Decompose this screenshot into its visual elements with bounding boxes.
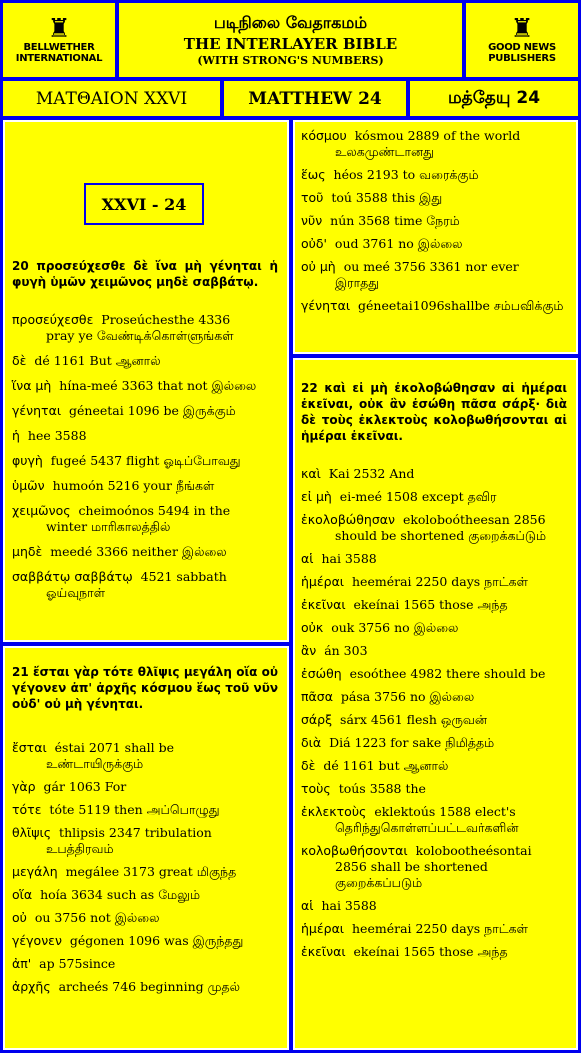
- interlinear-entry: [12, 503, 278, 535]
- entry-line1: [12, 453, 278, 469]
- entry-line1: [301, 758, 567, 774]
- entry-line1: [301, 597, 567, 613]
- interlinear-entry: [301, 597, 567, 613]
- entry-line1: [12, 569, 278, 585]
- entry-line1: [301, 236, 567, 252]
- title-block: [119, 3, 462, 77]
- gloss: kolobootheésontai: [415, 843, 532, 858]
- entry-line1: [301, 574, 567, 590]
- interlinear-entry: [12, 544, 278, 560]
- greek-word: πᾶσα: [301, 689, 333, 704]
- chapter-badge: XXVI - 24: [84, 183, 204, 225]
- gloss: archeés 746 beginning முதல்: [58, 979, 241, 994]
- greek-word: οὐκ: [301, 620, 324, 635]
- entry-line2: pray ye வேண்டிக்கொள்ளுங்கள்: [46, 328, 234, 343]
- gloss: géneetai1096shallbe சம்பவிக்கும்: [358, 298, 564, 313]
- entry-line1: [12, 503, 278, 519]
- interlinear-entry: [12, 428, 278, 444]
- bellwether-logo: [3, 3, 115, 77]
- entry-line2: தெரிந்துகொள்ளப்பட்டவர்களின்: [335, 820, 519, 835]
- gloss: Proseúchesthe 4336: [101, 312, 231, 327]
- entry-line1: [12, 825, 278, 841]
- greek-word: αἱ: [301, 898, 314, 913]
- entry-line1: [301, 213, 567, 229]
- entry-line1: [12, 910, 278, 926]
- verse21-cont-column: [301, 128, 567, 321]
- interlinear-entry: [12, 910, 278, 926]
- tamil-book-label: மத்தேயு 24: [410, 81, 578, 116]
- gloss: kósmou 2889 of the world: [354, 128, 521, 143]
- interlinear-entry: [301, 843, 567, 891]
- interlinear-entry: [12, 933, 278, 949]
- english-book-label: MATTHEW 24: [224, 81, 406, 116]
- greek-word: ἡμέραι: [301, 574, 345, 589]
- greek-word: τοὺς: [301, 781, 331, 796]
- greek-word: νῦν: [301, 213, 323, 228]
- gloss: ekeínai 1565 those அந்த: [353, 597, 508, 612]
- gloss: toús 3588 the: [338, 781, 426, 796]
- gloss: ouk 3756 no இல்லை: [331, 620, 459, 635]
- interlinear-entry: [301, 804, 567, 836]
- greek-word: ἀπ': [12, 956, 32, 971]
- interlinear-entry: [301, 190, 567, 206]
- interlinear-entry: [301, 620, 567, 636]
- gloss: thlipsis 2347 tribulation: [59, 825, 212, 840]
- title-english: THE INTERLAYER BIBLE: [183, 35, 398, 53]
- gloss: cheimoónos 5494 in the: [78, 503, 231, 518]
- greek-word: ἐκεῖναι: [301, 944, 346, 959]
- verse22-column: [301, 380, 567, 967]
- greek-word: δὲ: [12, 353, 27, 368]
- entry-line1: [301, 466, 567, 482]
- interlinear-entry: [301, 758, 567, 774]
- gloss: megálee 3173 great மிகுந்த: [65, 864, 237, 879]
- gloss: gár 1063 For: [43, 779, 127, 794]
- gloss: hoía 3634 such as மேலும்: [40, 887, 201, 902]
- interlinear-entry: [301, 898, 567, 914]
- greek-word: φυγὴ: [12, 453, 43, 468]
- interlinear-entry: [301, 781, 567, 797]
- interlinear-entry: [301, 735, 567, 751]
- entry-line1: [301, 921, 567, 937]
- logo-left-line2: INTERNATIONAL: [15, 53, 103, 64]
- entry-line1: [301, 666, 567, 682]
- entry-line1: [12, 887, 278, 903]
- greek-word: ἐσώθη: [301, 666, 342, 681]
- greek-word: μεγάλη: [12, 864, 58, 879]
- entry-line1: [301, 512, 567, 528]
- entry-line1: [301, 898, 567, 914]
- entry-line2: should be shortened குறைக்கப்டும்: [335, 528, 547, 543]
- lamp-icon: ♜: [510, 14, 534, 44]
- greek-word: ἐκολοβώθησαν: [301, 512, 395, 527]
- gloss: éstai 2071 shall be: [54, 740, 174, 755]
- greek-word: ἀρχῆς: [12, 979, 51, 994]
- entry-line1: [12, 353, 278, 369]
- greek-word: ἂν: [301, 643, 317, 658]
- greek-word: εἰ μὴ: [301, 489, 332, 504]
- verse22-text: 22 καὶ εἰ μὴ ἐκολοβώθησαν αἱ ἡμέραι ἐκεῖναι, οὐκ ἂν ἐσώθη πᾶσα σάρξ· διὰ δὲ τοὺς ἐκλεκτοὺς κολοβωθήσονται αἱ ἡμέραι ἐκεῖναι.: [301, 381, 567, 443]
- greek-word: γὰρ: [12, 779, 36, 794]
- interlinear-entry: [12, 378, 278, 394]
- greek-word: προσεύχεσθε: [12, 312, 94, 327]
- interlinear-entry: [12, 478, 278, 494]
- entry-line2: winter மாரிகாலத்தில்: [46, 519, 171, 534]
- gloss: humoón 5216 your நீங்கள்: [52, 478, 215, 493]
- entry-line2: 2856 shall be shortened குறைக்கப்படும்: [335, 859, 488, 890]
- interlinear-entry: [301, 574, 567, 590]
- greek-word: τοῦ: [301, 190, 324, 205]
- greek-word: ἕως: [301, 167, 326, 182]
- interlinear-entry: [12, 569, 278, 601]
- gloss: héos 2193 to வரைக்கும்: [333, 167, 479, 182]
- logo-right-line2: PUBLISHERS: [488, 53, 556, 64]
- greek-word: ἔσται: [12, 740, 47, 755]
- subtitle: (WITH STRONG'S NUMBERS): [197, 54, 384, 67]
- entry-line1: [301, 781, 567, 797]
- interlinear-entry: [12, 403, 278, 419]
- greek-word: ἵνα μὴ: [12, 378, 52, 393]
- entry-line1: [301, 643, 567, 659]
- entry-line1: [12, 428, 278, 444]
- gloss: esoóthee 4982 there should be: [349, 666, 546, 681]
- verse20-entries: [12, 312, 278, 601]
- greek-word: διὰ: [301, 735, 322, 750]
- entry-line2: உலகமுண்டானது: [335, 144, 434, 159]
- gloss: toú 3588 this இது: [331, 190, 443, 205]
- verse22-entries: [301, 466, 567, 960]
- greek-word: κόσμου: [301, 128, 347, 143]
- gloss: 4521 sabbath: [140, 569, 227, 584]
- greek-word: γέγονεν: [12, 933, 62, 948]
- interlinear-entry: [12, 779, 278, 795]
- greek-word: κολοβωθήσονται: [301, 843, 408, 858]
- entry-line1: [301, 551, 567, 567]
- interlinear-entry: [301, 712, 567, 728]
- interlinear-entry: [301, 466, 567, 482]
- greek-word: ἐκλεκτοὺς: [301, 804, 367, 819]
- entry-line1: [12, 740, 278, 756]
- gloss: pása 3756 no இல்லை: [340, 689, 475, 704]
- greek-word: σαββάτῳ σαββάτῳ: [12, 569, 133, 584]
- interlinear-entry: [301, 489, 567, 505]
- greek-word: αἱ: [301, 551, 314, 566]
- entry-line1: [301, 735, 567, 751]
- entry-line1: [12, 544, 278, 560]
- entry-line2: உபத்திரவம்: [46, 841, 114, 856]
- interlinear-entry: [12, 353, 278, 369]
- interlinear-entry: [12, 802, 278, 818]
- gloss: ekoloboótheesan 2856: [402, 512, 546, 527]
- entry-line1: [12, 779, 278, 795]
- interlinear-entry: [301, 213, 567, 229]
- entry-line2: உண்டாயிருக்கும்: [46, 756, 144, 771]
- gloss: hee 3588: [27, 428, 87, 443]
- greek-word: οὐδ': [301, 236, 327, 251]
- greek-book-label: ΜΑΤΘΑΙΟΝ XXVI: [3, 81, 220, 116]
- greek-word: σάρξ: [301, 712, 333, 727]
- entry-line1: [12, 864, 278, 880]
- entry-line1: [301, 190, 567, 206]
- entry-line1: [12, 478, 278, 494]
- gloss: eklektoús 1588 elect's: [374, 804, 516, 819]
- interlinear-entry: [12, 740, 278, 772]
- greek-word: οὐ μὴ: [301, 259, 336, 274]
- verse21-text: 21 ἔσται γὰρ τότε θλῖψις μεγάλη οἵα οὐ γέγονεν ἀπ' ἀρχῆς κόσμου ἕως τοῦ νῦν οὐδ' οὐ μὴ γένηται.: [12, 665, 278, 711]
- interlinear-entry: [301, 167, 567, 183]
- interlinear-entry: [12, 825, 278, 857]
- verse21-column: [12, 664, 278, 1002]
- lamp-icon: ♜: [47, 14, 71, 44]
- entry-line1: [301, 804, 567, 820]
- interlinear-entry: [12, 864, 278, 880]
- interlinear-entry: [301, 298, 567, 314]
- entry-line1: [301, 689, 567, 705]
- gloss: meedé 3366 neither இல்லை: [50, 544, 227, 559]
- greek-word: γένηται: [12, 403, 62, 418]
- logo-left-line1: BELLWETHER: [23, 42, 95, 53]
- gloss: dé 1161 But ஆனால்: [34, 353, 161, 368]
- gloss: fugeé 5437 flight ஓடிப்போவது: [50, 453, 241, 468]
- entry-line1: [12, 933, 278, 949]
- gloss: heemérai 2250 days நாட்கள்: [352, 574, 528, 589]
- entry-line1: [12, 378, 278, 394]
- gloss: ou meé 3756 3361 nor ever: [343, 259, 519, 274]
- gloss: tóte 5119 then அப்பொழுது: [49, 802, 220, 817]
- entry-line1: [301, 167, 567, 183]
- interlinear-entry: [301, 666, 567, 682]
- gloss: ei-meé 1508 except தவிர: [339, 489, 497, 504]
- entry-line1: [301, 712, 567, 728]
- gloss: ou 3756 not இல்லை: [34, 910, 160, 925]
- interlinear-entry: [301, 259, 567, 291]
- greek-word: ὑμῶν: [12, 478, 45, 493]
- gloss: án 303: [324, 643, 368, 658]
- interlinear-entry: [301, 921, 567, 937]
- entry-line1: [301, 620, 567, 636]
- interlinear-entry: [301, 512, 567, 544]
- entry-line1: [301, 489, 567, 505]
- gloss: heemérai 2250 days நாட்கள்: [352, 921, 528, 936]
- gloss: ap 575since: [39, 956, 116, 971]
- greek-word: ἡμέραι: [301, 921, 345, 936]
- greek-word: ἐκεῖναι: [301, 597, 346, 612]
- greek-word: μηδὲ: [12, 544, 43, 559]
- gloss: oud 3761 no இல்லை: [334, 236, 463, 251]
- gloss: hai 3588: [321, 898, 377, 913]
- greek-word: γένηται: [301, 298, 351, 313]
- gloss: sárx 4561 flesh ஒருவன்: [340, 712, 487, 727]
- entry-line1: [301, 259, 567, 275]
- interlinear-entry: [301, 944, 567, 960]
- entry-line1: [12, 979, 278, 995]
- entry-line1: [12, 802, 278, 818]
- gloss: géneetai 1096 be இருக்கும்: [69, 403, 236, 418]
- good-news-logo: [466, 3, 578, 77]
- greek-word: οὐ: [12, 910, 27, 925]
- entry-line1: [12, 956, 278, 972]
- entry-line1: [301, 944, 567, 960]
- gloss: Kai 2532 And: [328, 466, 415, 481]
- interlinear-entry: [301, 128, 567, 160]
- gloss: gégonen 1096 was இருந்தது: [69, 933, 244, 948]
- gloss: hai 3588: [321, 551, 377, 566]
- entry-line1: [301, 843, 567, 859]
- interlinear-entry: [301, 551, 567, 567]
- logo-right-line1: GOOD NEWS: [488, 42, 556, 53]
- interlinear-entry: [12, 979, 278, 995]
- entry-line1: [301, 298, 567, 314]
- verse20-text: 20 προσεύχεσθε δὲ ἵνα μὴ γένηται ἡ φυγὴ ὑμῶν χειμῶνος μηδὲ σαββάτῳ.: [12, 259, 278, 289]
- gloss: Diá 1223 for sake நிமித்தம்: [329, 735, 495, 750]
- greek-word: δὲ: [301, 758, 316, 773]
- interlinear-entry: [12, 887, 278, 903]
- title-tamil: படிநிலை வேதாகமம்: [213, 13, 368, 32]
- gloss: dé 1161 but ஆனால்: [323, 758, 449, 773]
- greek-word: καὶ: [301, 466, 321, 481]
- entry-line2: ஓய்வுநாள்: [46, 585, 105, 600]
- greek-word: χειμῶνος: [12, 503, 71, 518]
- interlinear-entry: [12, 956, 278, 972]
- verse21-cont-entries: [301, 128, 567, 314]
- interlinear-entry: [301, 643, 567, 659]
- greek-word: τότε: [12, 802, 42, 817]
- entry-line2: இராதது: [335, 275, 380, 290]
- interlinear-entry: [301, 689, 567, 705]
- gloss: ekeínai 1565 those அந்த: [353, 944, 508, 959]
- verse20-column: [12, 258, 278, 610]
- gloss: nún 3568 time நேரம்: [330, 213, 460, 228]
- interlinear-entry: [301, 236, 567, 252]
- verse21-entries: [12, 740, 278, 995]
- entry-line1: [12, 403, 278, 419]
- greek-word: οἵα: [12, 887, 33, 902]
- interlinear-entry: [12, 453, 278, 469]
- interlinear-entry: [12, 312, 278, 344]
- entry-line1: [12, 312, 278, 328]
- gloss: hína-meé 3363 that not இல்லை: [59, 378, 257, 393]
- entry-line1: [301, 128, 567, 144]
- greek-word: θλῖψις: [12, 825, 52, 840]
- greek-word: ἡ: [12, 428, 20, 443]
